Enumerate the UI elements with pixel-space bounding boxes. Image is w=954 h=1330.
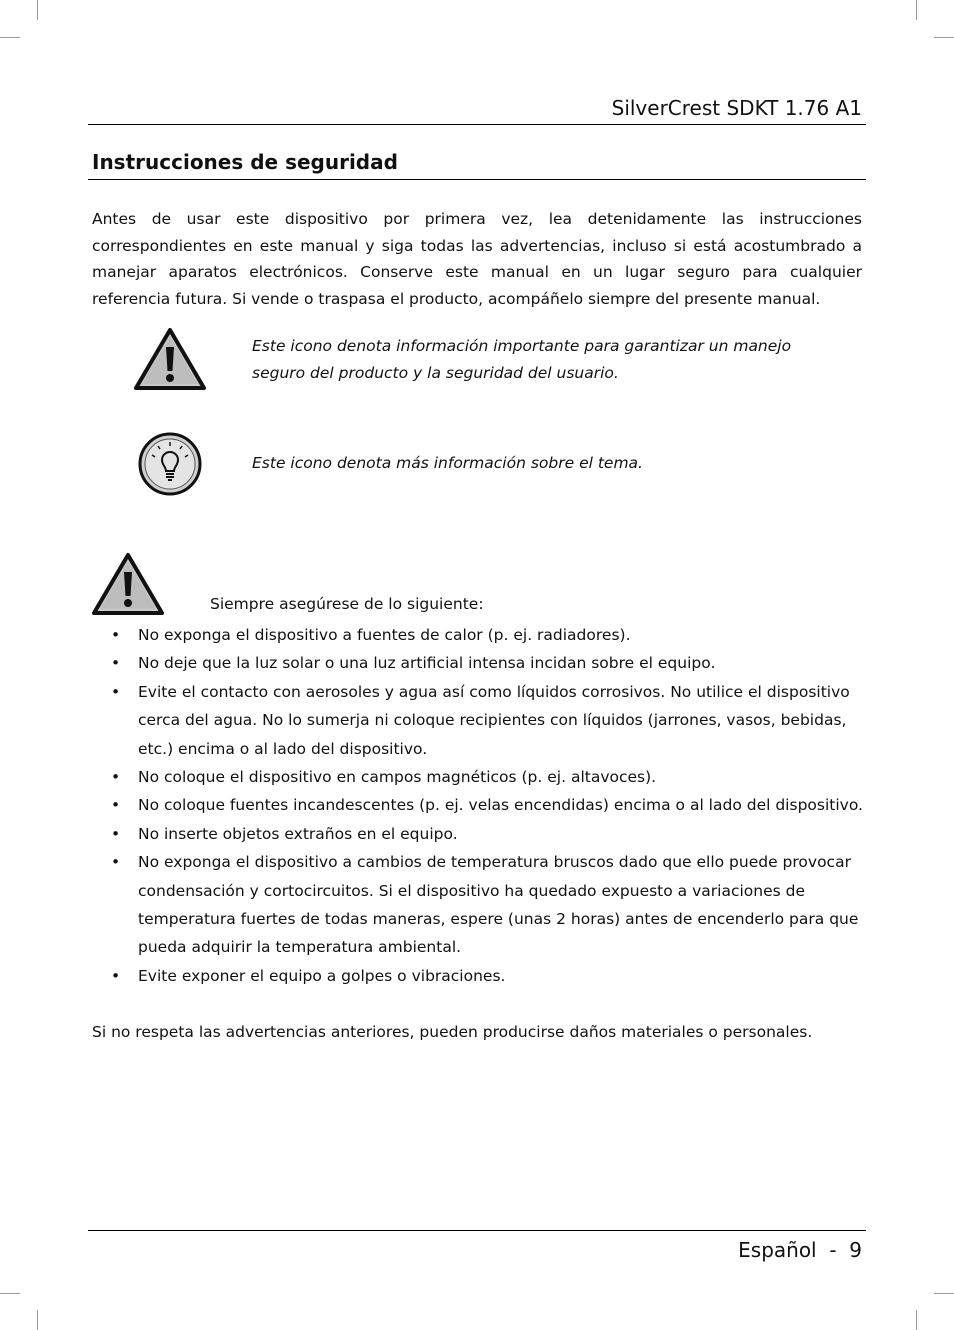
list-item-text: Evite exponer el equipo a golpes o vibraciones.	[138, 966, 506, 985]
list-item	[92, 763, 867, 791]
crop-mark	[0, 37, 20, 38]
note-important-text: Este icono denota información importante para garantizar un manejo seguro del producto y la seguridad del usuario.	[252, 337, 792, 382]
intro-paragraph: Antes de usar este dispositivo por primera vez, lea detenidamente las instrucciones correspondientes en este manual y siga todas las advertencias, incluso si está acostumbrado a manejar aparatos electrónicos. Conserve este manual en un lugar seguro para cualquier referencia futura. Si vende o traspasa el producto, acompáñelo siempre del presente manual.	[92, 210, 862, 309]
list-item-text: No exponga el dispositivo a cambios de temperatura bruscos dado que ello puede provocar condensación y cortocircuitos. Si el dispositivo ha quedado expuesto a variaciones de temperatura fuertes de todas maneras, espere (unas 2 horas) antes de encenderlo para que pueda adquirir la temperatura ambiental.	[138, 853, 859, 957]
list-item-text: No coloque el dispositivo en campos magnéticos (p. ej. altavoces).	[138, 768, 657, 787]
safety-list	[92, 621, 867, 990]
bullet-icon: •	[111, 824, 121, 843]
crop-mark	[934, 37, 954, 38]
note-info-text: Este icono denota más información sobre el tema.	[252, 454, 643, 472]
warning-triangle-icon	[133, 327, 207, 395]
header-title: SilverCrest SDKT 1.76 A1	[611, 96, 862, 120]
crop-mark	[37, 0, 38, 20]
bullet-icon: •	[111, 626, 121, 644]
crop-mark	[37, 1310, 38, 1330]
list-item-text: No deje que la luz solar o una luz artificial intensa incidan sobre el equipo.	[138, 654, 716, 673]
bullet-icon: •	[111, 966, 121, 985]
crop-mark	[934, 1293, 954, 1294]
crop-mark	[916, 1310, 917, 1330]
list-item-text: No exponga el dispositivo a fuentes de calor (p. ej. radiadores).	[138, 626, 631, 644]
list-item-text: No inserte objetos extraños en el equipo.	[138, 824, 458, 843]
section-divider	[88, 179, 866, 180]
list-item-text: Evite el contacto con aerosoles y agua así como líquidos corrosivos. No utilice el dispositivo cerca del agua. No lo sumerja ni coloque recipientes con líquidos (jarrones, vasos, bebidas, etc.) encima o al lado del dispositivo.	[138, 682, 850, 758]
section-title: Instrucciones de seguridad	[92, 150, 398, 174]
list-item	[92, 678, 867, 763]
closing-paragraph: Si no respeta las advertencias anteriores, pueden producirse daños materiales o personales.	[92, 1023, 813, 1041]
list-item	[92, 848, 867, 962]
crop-mark	[916, 0, 917, 20]
list-item	[92, 621, 867, 649]
list-item	[92, 649, 867, 677]
footer-divider	[88, 1230, 866, 1231]
lightbulb-icon	[138, 432, 202, 500]
list-item	[92, 962, 867, 990]
crop-mark	[0, 1293, 20, 1294]
list-item	[92, 791, 867, 819]
bullet-icon: •	[111, 682, 121, 701]
bullet-icon: •	[111, 796, 121, 815]
warning-lead-text: Siempre asegúrese de lo siguiente:	[210, 595, 484, 613]
page-footer: Español - 9	[738, 1238, 862, 1262]
warning-triangle-icon	[91, 552, 165, 620]
header-divider	[88, 124, 866, 125]
bullet-icon: •	[111, 853, 121, 872]
list-item-text: No coloque fuentes incandescentes (p. ej. velas encendidas) encima o al lado del dispositivo.	[138, 796, 863, 815]
bullet-icon: •	[111, 768, 121, 787]
bullet-icon: •	[111, 654, 121, 673]
list-item	[92, 820, 867, 848]
